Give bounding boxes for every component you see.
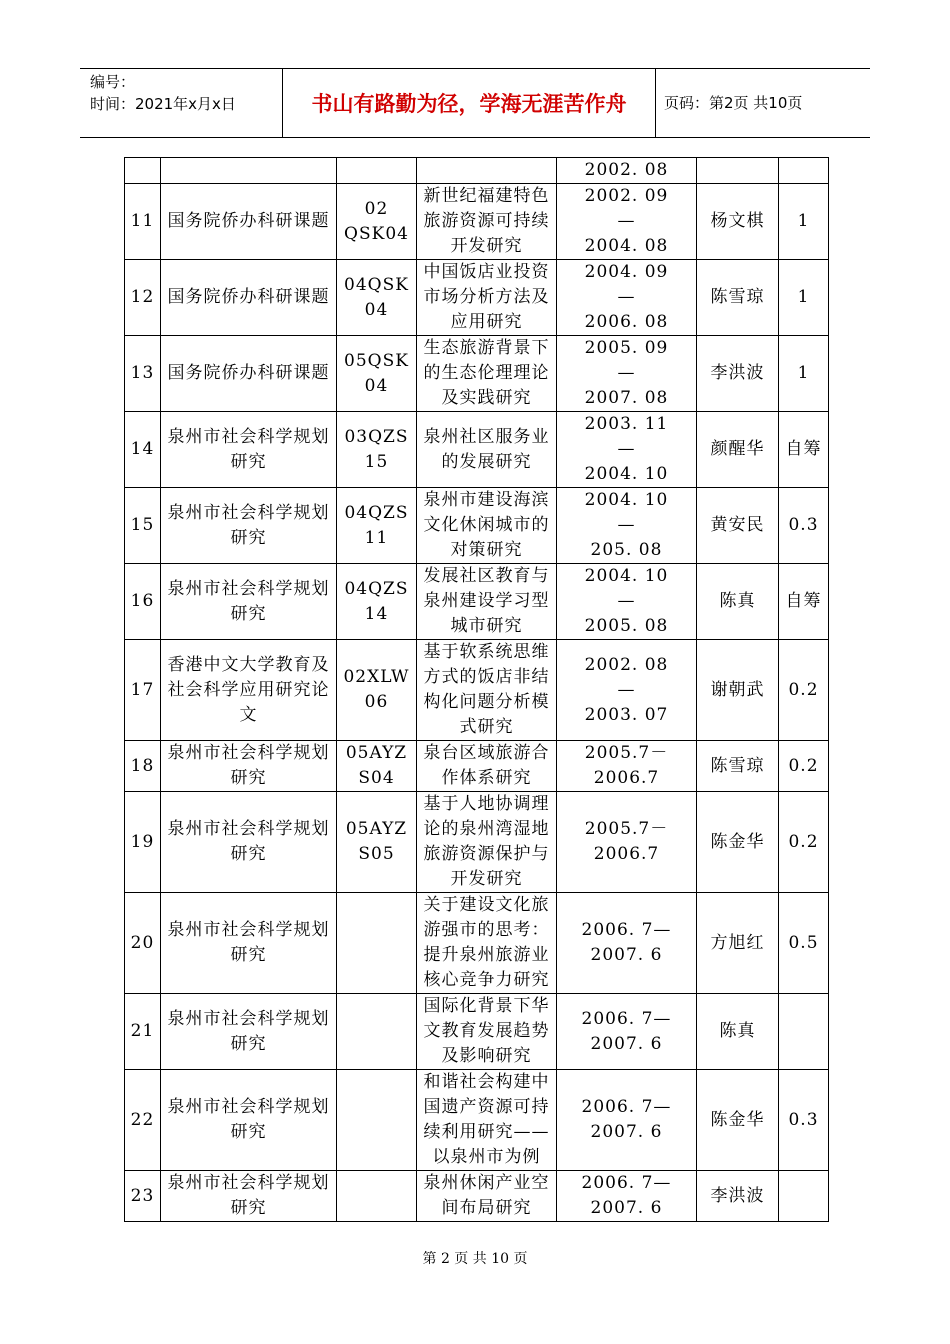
cell-title: 生态旅游背景下的生态伦理理论及实践研究 <box>417 336 557 412</box>
cell-title: 泉州休闲产业空间布局研究 <box>417 1171 557 1222</box>
header-motto: 书山有路勤为径，学海无涯苦作舟 <box>282 69 656 137</box>
cell-person: 陈雪琼 <box>697 260 779 336</box>
cell-person: 颜醒华 <box>697 412 779 488</box>
table-row <box>125 741 829 792</box>
cell-title: 基于软系统思维方式的饭店非结构化问题分析模式研究 <box>417 640 557 741</box>
cell-source: 泉州市社会科学规划研究 <box>161 412 337 488</box>
cell-source: 国务院侨办科研课题 <box>161 184 337 260</box>
page-footer: 第 2 页 共 10 页 <box>422 1251 528 1267</box>
cell-code: 04QZS11 <box>337 488 417 564</box>
cell-period: 2004. 09 — 2006. 08 <box>557 260 697 336</box>
project-table <box>124 157 829 1222</box>
cell-period: 2005.7－ 2006.7 <box>557 792 697 893</box>
cell-code: 03QZS15 <box>337 412 417 488</box>
document-number: 编号： <box>90 73 136 91</box>
cell-source: 泉州市社会科学规划研究 <box>161 1171 337 1222</box>
cell-person: 李洪波 <box>697 336 779 412</box>
cell-person: 陈雪琼 <box>697 741 779 792</box>
cell-fund: 自筹 <box>779 564 829 640</box>
table-row <box>125 893 829 994</box>
cell-code: 05AYZS05 <box>337 792 417 893</box>
cell-number: 23 <box>125 1171 161 1222</box>
cell-code: 05AYZS04 <box>337 741 417 792</box>
table-row <box>125 994 829 1070</box>
cell-number: 11 <box>125 184 161 260</box>
cell-number: 14 <box>125 412 161 488</box>
cell-number: 12 <box>125 260 161 336</box>
cell-period: 2004. 10 — 2005. 08 <box>557 564 697 640</box>
cell-code: 05QSK04 <box>337 336 417 412</box>
cell-code <box>337 1171 417 1222</box>
cell-source: 泉州市社会科学规划研究 <box>161 792 337 893</box>
cell-person: 陈金华 <box>697 792 779 893</box>
cell-source: 泉州市社会科学规划研究 <box>161 564 337 640</box>
header-meta <box>90 71 280 115</box>
cell-person: 陈真 <box>697 564 779 640</box>
cell-number: 17 <box>125 640 161 741</box>
cell-code: 04QZS14 <box>337 564 417 640</box>
cell-fund: 0.2 <box>779 640 829 741</box>
cell-number: 19 <box>125 792 161 893</box>
cell-source: 泉州市社会科学规划研究 <box>161 893 337 994</box>
document-date: 时间：2021年x月x日 <box>90 95 236 113</box>
page-header <box>80 68 870 138</box>
table-row <box>125 564 829 640</box>
cell-title: 中国饭店业投资市场分析方法及应用研究 <box>417 260 557 336</box>
cell-title: 国际化背景下华文教育发展趋势及影响研究 <box>417 994 557 1070</box>
cell-number: 16 <box>125 564 161 640</box>
cell-title: 发展社区教育与泉州建设学习型城市研究 <box>417 564 557 640</box>
cell-title <box>417 158 557 184</box>
cell-person: 黄安民 <box>697 488 779 564</box>
cell-period: 2003. 11 — 2004. 10 <box>557 412 697 488</box>
cell-fund: 1 <box>779 336 829 412</box>
table-row <box>125 260 829 336</box>
cell-source: 泉州市社会科学规划研究 <box>161 741 337 792</box>
cell-period: 2006. 7— 2007. 6 <box>557 994 697 1070</box>
cell-source: 泉州市社会科学规划研究 <box>161 1070 337 1171</box>
cell-source <box>161 158 337 184</box>
cell-fund <box>779 994 829 1070</box>
cell-period: 2006. 7— 2007. 6 <box>557 1171 697 1222</box>
cell-fund <box>779 158 829 184</box>
header-page-number: 页码：第2页 共10页 <box>664 94 803 112</box>
cell-period: 2004. 10 — 205. 08 <box>557 488 697 564</box>
cell-number: 15 <box>125 488 161 564</box>
cell-person: 李洪波 <box>697 1171 779 1222</box>
cell-number: 18 <box>125 741 161 792</box>
table-row <box>125 336 829 412</box>
table-row <box>125 158 829 184</box>
cell-title: 泉台区域旅游合作体系研究 <box>417 741 557 792</box>
cell-code: 04QSK04 <box>337 260 417 336</box>
cell-person: 陈真 <box>697 994 779 1070</box>
cell-source: 泉州市社会科学规划研究 <box>161 994 337 1070</box>
cell-person: 谢朝武 <box>697 640 779 741</box>
cell-number: 20 <box>125 893 161 994</box>
cell-title: 和谐社会构建中国遗产资源可持续利用研究——以泉州市为例 <box>417 1070 557 1171</box>
cell-source: 泉州市社会科学规划研究 <box>161 488 337 564</box>
cell-person: 方旭红 <box>697 893 779 994</box>
cell-title: 关于建设文化旅游强市的思考：提升泉州旅游业核心竞争力研究 <box>417 893 557 994</box>
cell-code <box>337 893 417 994</box>
cell-code <box>337 1070 417 1171</box>
table-row <box>125 412 829 488</box>
cell-fund: 0.3 <box>779 1070 829 1171</box>
cell-period: 2006. 7— 2007. 6 <box>557 1070 697 1171</box>
cell-code: 02 QSK04 <box>337 184 417 260</box>
cell-number: 13 <box>125 336 161 412</box>
table-row <box>125 184 829 260</box>
cell-code <box>337 158 417 184</box>
cell-title: 新世纪福建特色旅游资源可持续开发研究 <box>417 184 557 260</box>
cell-code: 02XLW06 <box>337 640 417 741</box>
cell-source: 国务院侨办科研课题 <box>161 260 337 336</box>
cell-code <box>337 994 417 1070</box>
cell-number: 21 <box>125 994 161 1070</box>
cell-fund: 0.3 <box>779 488 829 564</box>
cell-fund: 0.2 <box>779 741 829 792</box>
table-row <box>125 1070 829 1171</box>
cell-number <box>125 158 161 184</box>
cell-period: 2002. 08 <box>557 158 697 184</box>
table-row <box>125 640 829 741</box>
cell-source: 国务院侨办科研课题 <box>161 336 337 412</box>
cell-fund: 自筹 <box>779 412 829 488</box>
cell-period: 2002. 08 — 2003. 07 <box>557 640 697 741</box>
cell-fund: 1 <box>779 184 829 260</box>
cell-period: 2006. 7— 2007. 6 <box>557 893 697 994</box>
cell-period: 2005. 09 — 2007. 08 <box>557 336 697 412</box>
cell-period: 2002. 09 — 2004. 08 <box>557 184 697 260</box>
cell-fund: 0.5 <box>779 893 829 994</box>
cell-person: 陈金华 <box>697 1070 779 1171</box>
cell-title: 泉州市建设海滨文化休闲城市的对策研究 <box>417 488 557 564</box>
cell-source: 香港中文大学教育及社会科学应用研究论文 <box>161 640 337 741</box>
cell-number: 22 <box>125 1070 161 1171</box>
cell-title: 基于人地协调理论的泉州湾湿地旅游资源保护与开发研究 <box>417 792 557 893</box>
table-row <box>125 488 829 564</box>
cell-fund: 1 <box>779 260 829 336</box>
cell-fund <box>779 1171 829 1222</box>
cell-fund: 0.2 <box>779 792 829 893</box>
cell-title: 泉州社区服务业的发展研究 <box>417 412 557 488</box>
cell-person <box>697 158 779 184</box>
table-row <box>125 792 829 893</box>
cell-period: 2005.7－ 2006.7 <box>557 741 697 792</box>
table-row <box>125 1171 829 1222</box>
cell-person: 杨文棋 <box>697 184 779 260</box>
